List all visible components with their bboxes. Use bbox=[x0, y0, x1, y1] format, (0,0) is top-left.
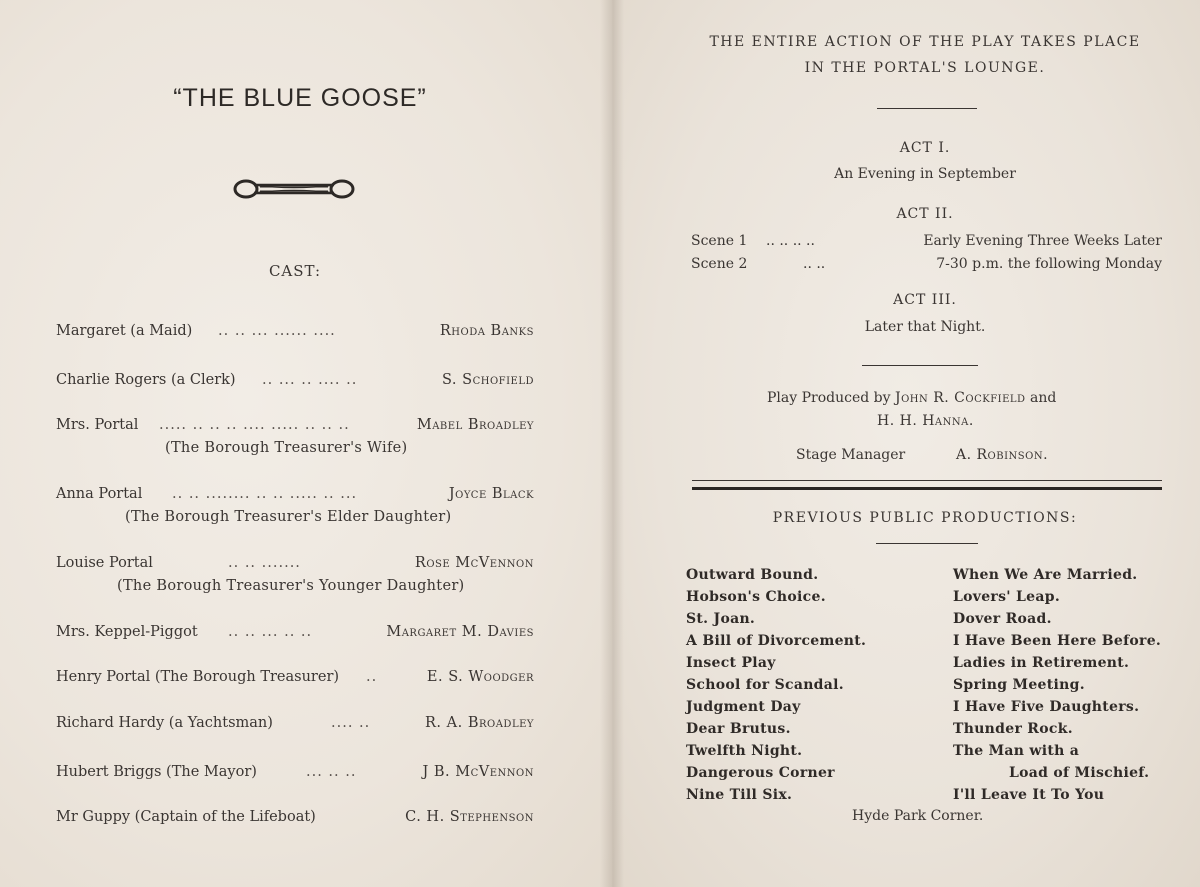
cast-actor: Margaret M. Davies bbox=[386, 624, 534, 640]
scene2-dots: .. .. bbox=[803, 256, 826, 272]
divider bbox=[877, 108, 977, 109]
cast-actor: S. Schofield bbox=[442, 372, 534, 388]
cast-dots: ..... .. .. .. .... ..... .. .. .. bbox=[159, 417, 350, 433]
production-item: Dover Road. bbox=[953, 611, 1052, 627]
production-item: St. Joan. bbox=[686, 611, 756, 627]
cast-label: CAST: bbox=[268, 262, 322, 280]
cast-dots: .. .. ........ .. .. ..... .. ... bbox=[172, 486, 358, 502]
act3-desc: Later that Night. bbox=[864, 319, 986, 335]
cast-role: Henry Portal (The Borough Treasurer) bbox=[56, 669, 340, 685]
act2-title: ACT II. bbox=[896, 206, 954, 222]
production-item-last: Hyde Park Corner. bbox=[852, 808, 984, 824]
double-rule-thick bbox=[692, 487, 1162, 490]
cast-note: (The Borough Treasurer's Wife) bbox=[165, 440, 408, 456]
cast-dots: .. .. ... ...... .... bbox=[218, 323, 336, 339]
produced-and: and bbox=[1025, 390, 1057, 406]
production-item: Twelfth Night. bbox=[686, 743, 803, 759]
cast-actor: Rhoda Banks bbox=[439, 323, 534, 339]
double-rule-thin bbox=[692, 480, 1162, 481]
cast-role: Richard Hardy (a Yachtsman) bbox=[56, 715, 273, 731]
scene1-desc: Early Evening Three Weeks Later bbox=[923, 233, 1162, 249]
production-item: I Have Been Here Before. bbox=[953, 633, 1162, 649]
cast-role: Anna Portal bbox=[56, 486, 143, 502]
cast-actor: Rose McVennon bbox=[414, 555, 534, 571]
scene2-desc: 7-30 p.m. the following Monday bbox=[936, 256, 1162, 272]
divider bbox=[876, 543, 978, 544]
cast-actor: Joyce Black bbox=[448, 486, 534, 502]
cast-note: (The Borough Treasurer's Younger Daughter) bbox=[117, 578, 465, 594]
production-item: Thunder Rock. bbox=[953, 721, 1073, 737]
act1-desc: An Evening in September bbox=[834, 166, 1016, 182]
stage-manager-label: Stage Manager bbox=[796, 447, 906, 463]
cast-role: Mr Guppy (Captain of the Lifeboat) bbox=[56, 809, 316, 825]
act3-title: ACT III. bbox=[893, 292, 957, 308]
production-item: A Bill of Divorcement. bbox=[686, 633, 867, 649]
production-item: Judgment Day bbox=[686, 699, 801, 715]
production-item: I'll Leave It To You bbox=[953, 787, 1105, 803]
scene1-label: Scene 1 bbox=[691, 233, 748, 249]
production-item: School for Scandal. bbox=[686, 677, 844, 693]
stage-manager-name: A. Robinson. bbox=[956, 447, 1049, 463]
produced-by-line bbox=[767, 390, 1056, 406]
cast-dots: .... .. bbox=[331, 715, 371, 731]
production-item: Hobson's Choice. bbox=[686, 589, 826, 605]
production-item: Lovers' Leap. bbox=[953, 589, 1061, 605]
cast-role: Charlie Rogers (a Clerk) bbox=[56, 372, 236, 388]
production-item: I Have Five Daughters. bbox=[953, 699, 1140, 715]
cast-actor: R. A. Broadley bbox=[425, 715, 534, 731]
cast-role: Mrs. Keppel-Piggot bbox=[56, 624, 198, 640]
production-item: Load of Mischief. bbox=[1009, 765, 1150, 781]
ornament-icon bbox=[232, 173, 356, 209]
cast-dots: .. .. ....... bbox=[228, 555, 301, 571]
cast-actor: Mabel Broadley bbox=[416, 417, 534, 433]
production-item: Dangerous Corner bbox=[686, 765, 835, 781]
cast-actor: C. H. Stephenson bbox=[405, 809, 534, 825]
cast-dots: .. .. ... .. .. bbox=[228, 624, 313, 640]
cast-role: Margaret (a Maid) bbox=[56, 323, 193, 339]
scene2-label: Scene 2 bbox=[691, 256, 748, 272]
production-item: Outward Bound. bbox=[686, 567, 819, 583]
production-item: Ladies in Retirement. bbox=[953, 655, 1130, 671]
scene1-dots: .. .. .. .. bbox=[766, 233, 815, 249]
production-item: Insect Play bbox=[686, 655, 776, 671]
cast-actor: E. S. Woodger bbox=[426, 669, 534, 685]
cast-dots: .. ... .. .... .. bbox=[262, 372, 358, 388]
setting-line-2: IN THE PORTAL'S LOUNGE. bbox=[804, 60, 1046, 76]
cast-actor: J B. McVennon bbox=[422, 764, 534, 780]
production-item: Nine Till Six. bbox=[686, 787, 793, 803]
page-fold bbox=[600, 0, 624, 887]
setting-line-1: THE ENTIRE ACTION OF THE PLAY TAKES PLACE bbox=[709, 34, 1141, 50]
producer-name: John R. Cockfield bbox=[894, 390, 1026, 406]
production-item: When We Are Married. bbox=[953, 567, 1138, 583]
production-item: The Man with a bbox=[953, 743, 1080, 759]
play-title: “THE BLUE GOOSE” bbox=[173, 84, 427, 112]
producer-name-2: H. H. Hanna. bbox=[877, 413, 974, 429]
cast-role: Mrs. Portal bbox=[56, 417, 139, 433]
cast-dots: ... .. .. bbox=[306, 764, 357, 780]
act1-title: ACT I. bbox=[899, 140, 951, 156]
cast-dots: .. bbox=[366, 669, 378, 685]
production-item: Spring Meeting. bbox=[953, 677, 1085, 693]
cast-role: Hubert Briggs (The Mayor) bbox=[56, 764, 257, 780]
divider bbox=[862, 365, 978, 366]
cast-role: Louise Portal bbox=[56, 555, 153, 571]
previous-productions-heading: PREVIOUS PUBLIC PRODUCTIONS: bbox=[772, 510, 1078, 526]
cast-note: (The Borough Treasurer's Elder Daughter) bbox=[125, 509, 452, 525]
produced-prefix: Play Produced by bbox=[767, 390, 895, 406]
production-item: Dear Brutus. bbox=[686, 721, 791, 737]
